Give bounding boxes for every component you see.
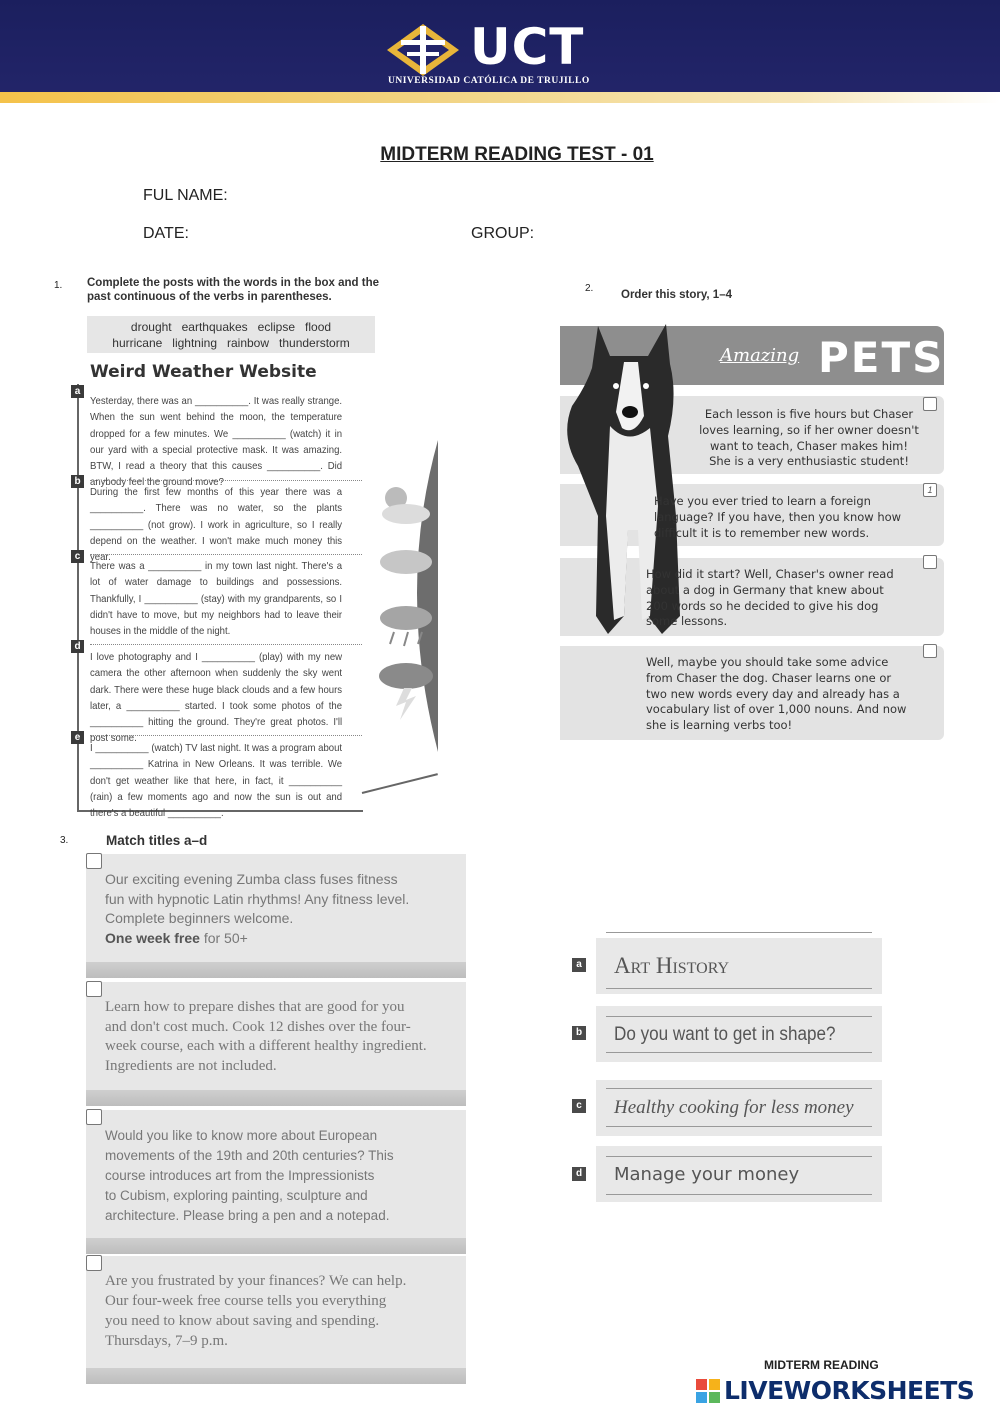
order-box-1[interactable] — [923, 397, 937, 411]
title-line — [606, 932, 872, 933]
group-label: GROUP: — [471, 225, 535, 242]
match-box-2[interactable] — [86, 981, 102, 997]
title-line — [606, 988, 872, 989]
footer-label: MIDTERM READING — [764, 1358, 879, 1372]
liveworksheets-logo-icon — [696, 1379, 720, 1403]
full-name-label: FUL NAME: — [143, 187, 228, 204]
title-art-history: Art History — [614, 953, 730, 978]
title-healthy-cooking: Healthy cooking for less money — [614, 1097, 854, 1118]
test-title: MIDTERM READING TEST - 01 — [380, 144, 654, 165]
post-e-text: I __________ (watch) TV last night. It was a program about __________ Katrina in New Orleans. It was terrible. We don't get weather like that here, in fact, it __________ (rain) a few moments ago and now the sun is out and there's a beautiful __________. — [90, 743, 343, 820]
question-2-number: 2. — [585, 283, 594, 294]
title-line — [606, 1052, 872, 1053]
title-line — [606, 1088, 872, 1089]
ad-card-2-fold — [86, 1090, 466, 1106]
ad-text-finance: Are you frustrated by your finances? We can help. Our four-week free course tells you everything you need to know about saving and spending. Thursdays, 7–9 p.m. — [105, 1273, 407, 1349]
order-box-4[interactable] — [923, 644, 937, 658]
header-banner — [0, 0, 1000, 103]
ad-card-4-fold — [86, 1368, 466, 1384]
match-box-3[interactable] — [86, 1109, 102, 1125]
weather-icons-strip — [376, 440, 438, 752]
post-separator — [90, 554, 362, 555]
post-c-text: There was a __________ in my town last night. There's a lot of water damage to buildings and possessions. Thankfully, I __________ (stay) with my grandparents, so I didn't have to move, but my neighbors had to leave their houses in the middle of the night. — [90, 561, 343, 638]
post-separator — [90, 480, 362, 481]
sun-cloud-icon — [382, 487, 430, 524]
order-box-3[interactable] — [923, 555, 937, 569]
website-title: Weird Weather Website — [90, 362, 317, 382]
story-paragraph-4: Well, maybe you should take some advice from Chaser the dog. Chaser learns one or two new words every day and already has a vocabulary list of over 1,000 nouns. And now she is learning verbs too! — [646, 655, 907, 733]
liveworksheets-text: LIVEWORKSHEETS — [724, 1376, 975, 1405]
date-label: DATE: — [143, 225, 189, 242]
ad-card-3-fold — [86, 1238, 466, 1254]
logo-subtitle: UNIVERSIDAD CATÓLICA DE TRUJILLO — [388, 76, 590, 86]
website-frame-corner — [362, 773, 438, 794]
question-1-number: 1. — [54, 280, 63, 291]
story-paragraph-1: Each lesson is five hours but Chaser loves learning, so if her owner doesn't want to teach, Chaser makes him! She is a very enthusiastic student! — [699, 407, 919, 469]
title-manage-money: Manage your money — [614, 1164, 800, 1185]
word-box: drought earthquakes eclipse flood hurricane lightning rainbow thunderstorm — [87, 316, 375, 353]
post-letter-b: b — [71, 475, 84, 488]
title-line — [606, 1126, 872, 1127]
order-box-2[interactable]: 1 — [923, 483, 937, 497]
post-separator — [90, 735, 362, 736]
post-separator — [90, 644, 362, 645]
banner-pets: PETS — [818, 333, 945, 382]
uct-cross-logo-icon — [383, 20, 463, 78]
post-letter-e: e — [71, 731, 84, 744]
post-letter-c: c — [71, 550, 84, 563]
post-letter-a: a — [71, 385, 84, 398]
banner-amazing: Amazing — [720, 345, 800, 366]
cloud-icon — [380, 550, 432, 574]
story-paragraph-3: How did it start? Well, Chaser's owner read about a dog in Germany that knew about 200 words so he decided to give his dog some lessons. — [646, 567, 894, 629]
gold-stripe — [0, 92, 1000, 103]
question-3-instruction: Match titles a–d — [106, 833, 208, 848]
website-frame-left — [77, 384, 79, 812]
match-box-1[interactable] — [86, 853, 102, 869]
title-line — [606, 1156, 872, 1157]
ad-text-art: Would you like to know more about European movements of the 19th and 20th centuries? This course introduces art from the Impressionists to Cubism, exploring painting, sculpture and architecture. Please bring a pen and a notepad. — [105, 1128, 394, 1223]
title-letter-c: c — [572, 1099, 586, 1113]
ad-text-cooking: Learn how to prepare dishes that are good for you and don't cost much. Cook 12 dishes over the four- week course, each with a different healthy ingredient. Ingredients are not included. — [105, 999, 427, 1074]
title-letter-b: b — [572, 1026, 586, 1040]
post-d-text: I love photography and I __________ (play) with my new camera the other afternoon when suddenly the sky went dark. There were these huge black clouds and a few hours later, a __________ started. I took some photos of the __________ hitting the ground. They're great photos. I'll post some. — [90, 652, 343, 745]
title-get-in-shape: Do you want to get in shape? — [614, 1024, 836, 1045]
logo-text: UCT — [470, 18, 585, 76]
story-paragraph-2: Have you ever tried to learn a foreign language? If you have, then you know how difficult it is to remember new words. — [654, 494, 902, 540]
title-letter-a: a — [572, 958, 586, 972]
title-line — [606, 1194, 872, 1195]
title-letter-d: d — [572, 1167, 586, 1181]
post-a-text: Yesterday, there was an __________. It was really strange. When the sun went behind the moon, the temperature dropped for a few minutes. We __________ (watch) it in our yard with a special protective mask. It was amazing. BTW, I read a theory that this causes __________. Did anybody feel the ground move? — [90, 396, 343, 489]
post-b-text: During the first few months of this year there was a __________. There was no water, so the plants __________ (not grow). I work in agriculture, so I really depend on the weather. I won't make much money this year. — [90, 487, 343, 564]
question-3-number: 3. — [60, 835, 69, 846]
post-letter-d: d — [71, 640, 84, 653]
question-2-instruction: Order this story, 1–4 — [621, 289, 732, 301]
ad-card-1-fold — [86, 962, 466, 978]
title-line — [606, 1016, 872, 1017]
match-box-4[interactable] — [86, 1255, 102, 1271]
storm-cloud-icon — [379, 663, 433, 720]
ad-text-zumba: Our exciting evening Zumba class fuses fitness fun with hypnotic Latin rhythms! Any fitness level. Complete beginners welcome. One week free for 50+ — [105, 871, 410, 946]
question-1-instruction: Complete the posts with the words in the box and the past continuous of the verbs in parentheses. — [87, 277, 379, 303]
